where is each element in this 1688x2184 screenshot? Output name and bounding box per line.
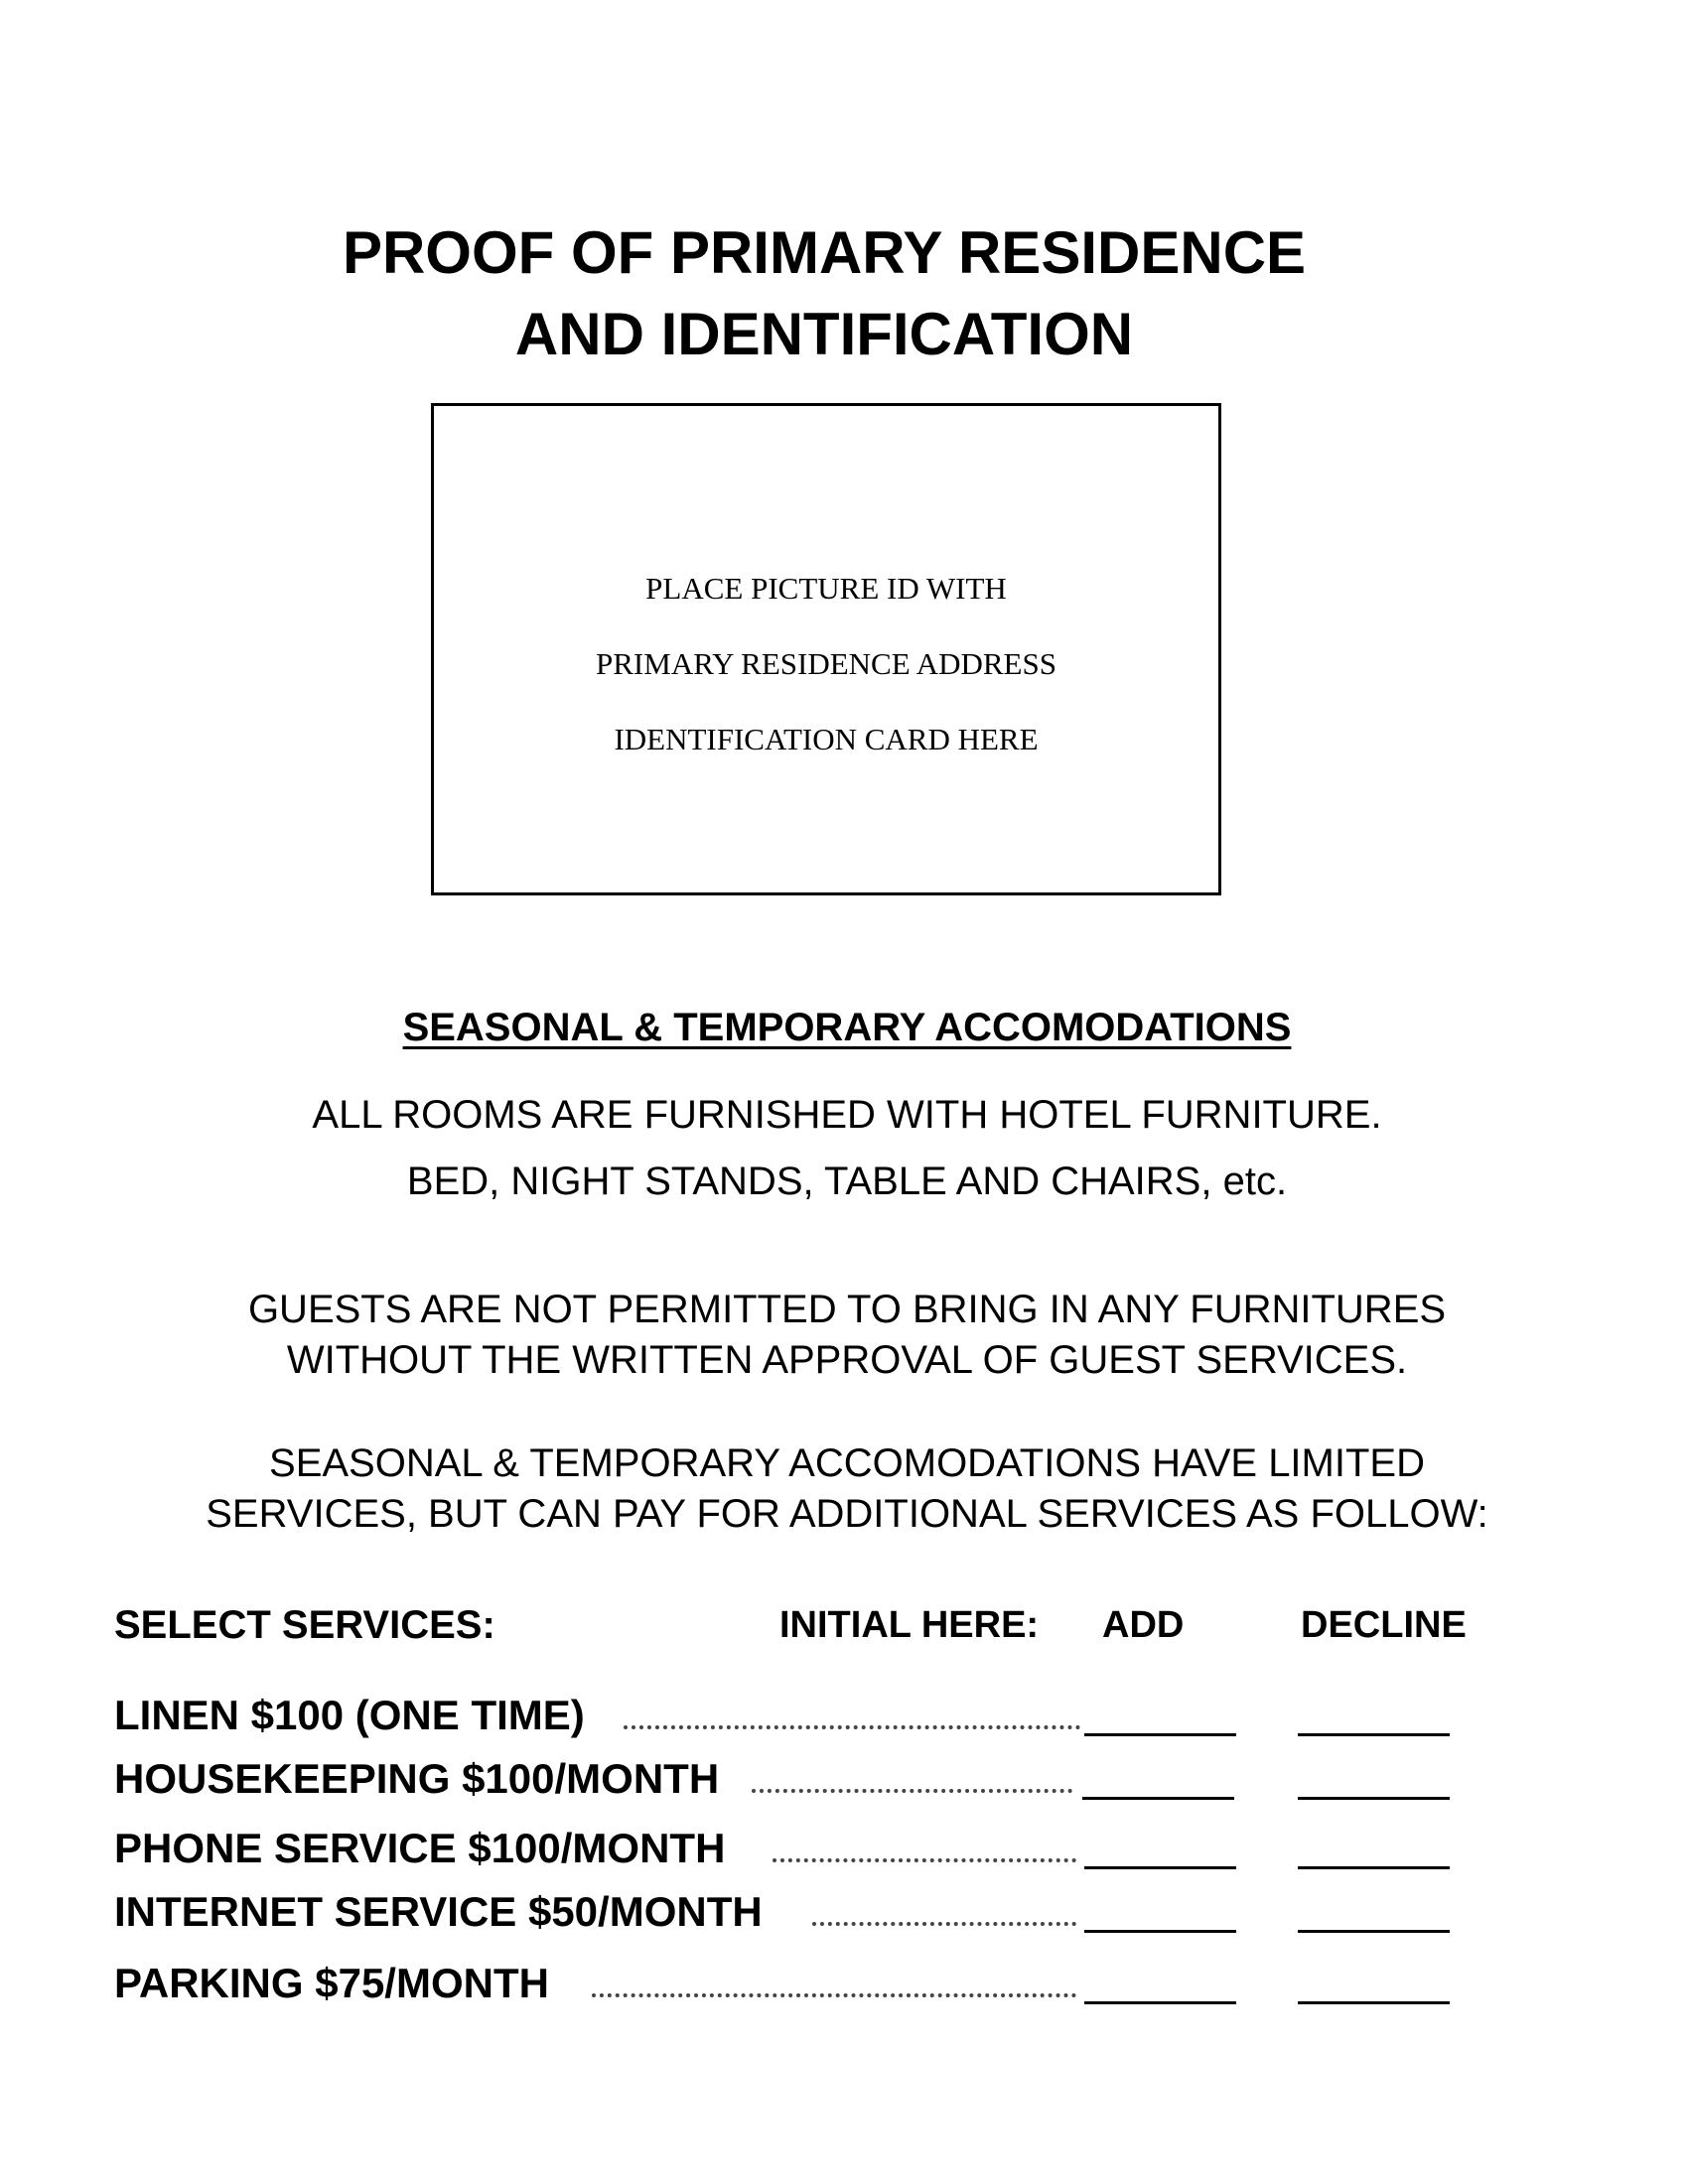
decline-initial-blank[interactable] <box>1298 1930 1450 1933</box>
services-notice-line-2: SERVICES, BUT CAN PAY FOR ADDITIONAL SERVICES AS FOLLOW: <box>206 1492 1488 1536</box>
add-initial-blank[interactable] <box>1082 1797 1234 1800</box>
services-notice-line-1: SEASONAL & TEMPORARY ACCOMODATIONS HAVE LIMITED <box>269 1441 1425 1485</box>
dotted-leader <box>592 1993 1076 1997</box>
service-row-linen <box>0 1688 1688 1743</box>
service-row-phone <box>0 1821 1688 1876</box>
id-box-instruction-line-1: PLACE PICTURE ID WITH <box>645 571 1007 606</box>
id-card-placement-box <box>431 403 1221 895</box>
id-box-instruction-line-2: PRIMARY RESIDENCE ADDRESS <box>596 646 1056 681</box>
add-initial-blank[interactable] <box>1084 1930 1236 1933</box>
initial-here-header: INITIAL HERE: <box>779 1604 1040 1646</box>
furnished-notice-line-2: BED, NIGHT STANDS, TABLE AND CHAIRS, etc. <box>406 1160 1288 1203</box>
service-row-parking <box>0 1956 1688 2011</box>
add-initial-blank[interactable] <box>1084 2001 1236 2004</box>
document-title-line-2: AND IDENTIFICATION <box>514 301 1134 367</box>
furnished-notice-line-1: ALL ROOMS ARE FURNISHED WITH HOTEL FURNITURE. <box>312 1093 1382 1137</box>
decline-initial-blank[interactable] <box>1298 2001 1450 2004</box>
decline-column-header: DECLINE <box>1301 1604 1467 1646</box>
dotted-leader <box>752 1789 1072 1793</box>
service-label: LINEN $100 (ONE TIME) <box>114 1692 585 1738</box>
decline-initial-blank[interactable] <box>1298 1797 1450 1800</box>
add-initial-blank[interactable] <box>1084 1733 1236 1736</box>
service-label: HOUSEKEEPING $100/MONTH <box>114 1755 720 1802</box>
service-label: PHONE SERVICE $100/MONTH <box>114 1825 726 1871</box>
section-heading: SEASONAL & TEMPORARY ACCOMODATIONS <box>402 1006 1292 1049</box>
id-box-instruction-line-3: IDENTIFICATION CARD HERE <box>614 722 1039 756</box>
add-column-header: ADD <box>1102 1604 1185 1646</box>
service-label: PARKING $75/MONTH <box>114 1960 549 2006</box>
dotted-leader <box>812 1922 1076 1926</box>
add-initial-blank[interactable] <box>1084 1866 1236 1869</box>
dotted-leader <box>773 1858 1076 1862</box>
dotted-leader <box>624 1725 1080 1729</box>
service-row-internet <box>0 1884 1688 1940</box>
document-title-line-1: PROOF OF PRIMARY RESIDENCE <box>342 219 1307 286</box>
service-row-housekeeping <box>0 1751 1688 1807</box>
select-services-header: SELECT SERVICES: <box>114 1603 495 1647</box>
furniture-policy-line-1: GUESTS ARE NOT PERMITTED TO BRING IN ANY FURNITURES <box>247 1288 1447 1331</box>
decline-initial-blank[interactable] <box>1298 1866 1450 1869</box>
service-label: INTERNET SERVICE $50/MONTH <box>114 1888 763 1935</box>
decline-initial-blank[interactable] <box>1298 1733 1450 1736</box>
furniture-policy-line-2: WITHOUT THE WRITTEN APPROVAL OF GUEST SERVICES. <box>286 1338 1408 1382</box>
